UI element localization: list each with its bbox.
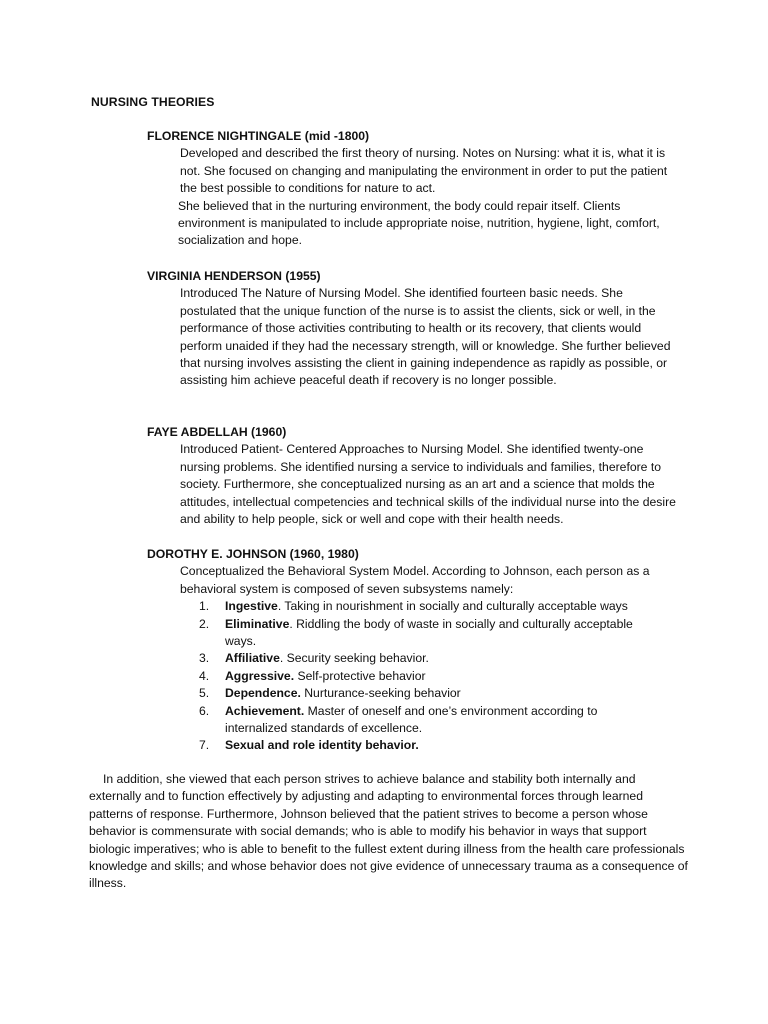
list-text: . Security seeking behavior. — [279, 651, 429, 666]
list-item — [199, 685, 649, 702]
list-term: Affiliative — [225, 651, 280, 666]
list-term: Ingestive — [225, 599, 278, 614]
list-term: Achievement. — [225, 703, 305, 718]
list-item — [199, 598, 649, 615]
list-item — [199, 650, 649, 667]
section-heading: DOROTHY E. JOHNSON (1960, 1980) — [147, 547, 359, 561]
list-item-body — [225, 703, 649, 738]
section-heading: FAYE ABDELLAH (1960) — [147, 425, 287, 439]
list-number: 3. — [199, 651, 210, 666]
section-paragraph: Conceptualized the Behavioral System Model. According to Johnson, each person as a behavioral system is composed of seven subsystems namely: — [180, 564, 650, 596]
list-item-body — [225, 616, 649, 651]
section-henderson — [147, 268, 677, 390]
list-item-body — [225, 685, 649, 702]
list-term: Sexual and role identity behavior. — [225, 738, 419, 753]
list-text: Nurturance-seeking behavior — [300, 686, 461, 701]
list-item-body — [225, 668, 649, 685]
list-text: . Taking in nourishment in socially and culturally acceptable ways — [277, 599, 628, 614]
list-term: Aggressive. — [225, 668, 295, 683]
list-number: 7. — [199, 738, 210, 753]
section-paragraph: Developed and described the first theory of nursing. Notes on Nursing: what it is, what it is not. She focused on changing and manipulating the environment in order to put the patient the best possible to conditions for nature to act. — [180, 146, 668, 196]
list-number: 2. — [199, 616, 210, 631]
list-number: 6. — [199, 703, 210, 718]
section-heading: FLORENCE NIGHTINGALE (mid -1800) — [147, 129, 370, 143]
list-term: Dependence. — [225, 686, 301, 701]
list-text: Self-protective behavior — [294, 668, 426, 683]
list-term: Eliminative — [225, 616, 290, 631]
list-number: 4. — [199, 668, 210, 683]
section-paragraph: She believed that in the nurturing environment, the body could repair itself. Clients environment is manipulated to include appropriate noise, nutrition, hygiene, light, comfort, socialization and hope. — [178, 198, 660, 248]
subsystem-list — [199, 598, 649, 755]
list-item — [199, 703, 649, 738]
section-paragraph: Introduced The Nature of Nursing Model. She identified fourteen basic needs. She postulated that the unique function of the nurse is to assist the clients, sick or well, in the performance of those activities contributing to health or its recovery, that clients would perform unaided if they had the necessary strength, will or knowledge. She further believed that nursing involves assisting the client in gaining independence as rapidly as possible, or assisting him achieve peaceful death if recovery is no longer possible. — [180, 286, 671, 388]
list-item — [199, 737, 649, 754]
section-nightingale — [147, 128, 677, 250]
list-item — [199, 668, 649, 685]
document-title: NURSING THEORIES — [91, 95, 215, 109]
list-number: 5. — [199, 686, 210, 701]
list-text: Master of oneself and one’s environment according to internalized standards of excellence. — [225, 703, 598, 736]
section-heading: VIRGINIA HENDERSON (1955) — [147, 269, 321, 283]
closing-paragraph: In addition, she viewed that each person strives to achieve balance and stability both internally and externally and to function effectively by adjusting and adapting to environmental forces through learned patterns of response. Furthermore, Johnson believed that the patient strives to become a person whose behavior is commensurate with social demands; who is able to modify his behavior in ways that support biologic imperatives; who is able to benefit to the fullest extent during illness from the health care professionals knowledge and skills; and whose behavior does not give evidence of unnecessary trauma as a consequence of illness. — [89, 772, 688, 891]
list-text: . Riddling the body of waste in socially and culturally acceptable ways. — [225, 616, 633, 649]
section-abdellah — [147, 424, 677, 528]
list-item-body — [225, 598, 649, 615]
list-item-body — [225, 737, 649, 754]
list-number: 1. — [199, 599, 210, 614]
section-paragraph: Introduced Patient- Centered Approaches to Nursing Model. She identified twenty-one nursing problems. She identified nursing a service to individuals and families, therefore to society. Furthermore, she conceptualized nursing as an art and a science that molds the attitudes, intellectual competencies and technical skills of the individual nurse into the desire and ability to help people, sick or well and cope with their health needs. — [180, 442, 676, 527]
section-johnson — [147, 546, 677, 755]
list-item-body — [225, 650, 649, 667]
list-item — [199, 616, 649, 651]
